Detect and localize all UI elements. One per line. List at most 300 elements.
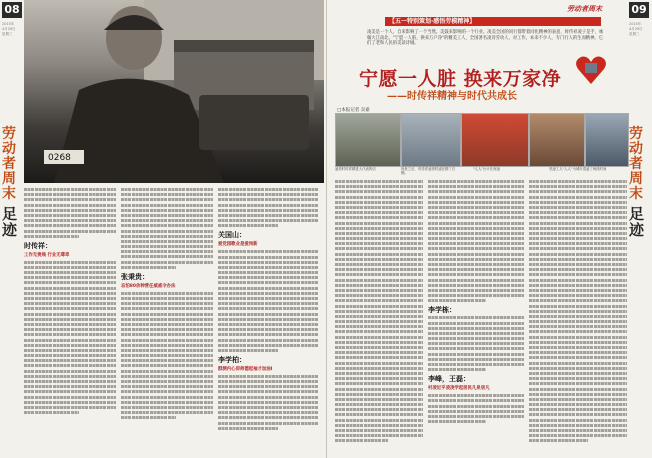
body-text-line (335, 413, 423, 416)
body-text-line (121, 380, 213, 383)
body-text-line (529, 367, 627, 370)
body-text-line (529, 413, 627, 416)
body-text-line (218, 204, 318, 207)
body-text-line (218, 256, 318, 259)
body-text-line (335, 247, 423, 250)
body-text-line (24, 318, 116, 321)
body-text-line (218, 193, 318, 196)
body-text-line (428, 316, 524, 319)
body-text-line (335, 294, 423, 297)
photo-caption: 现世之后，时传祥凌者时凌在精了石钢。 (401, 167, 456, 175)
body-text-line (335, 362, 423, 365)
body-text-line (24, 261, 116, 264)
body-text-line (428, 190, 524, 193)
body-text-line (529, 362, 627, 365)
body-text-line (529, 393, 627, 396)
body-text-line (529, 388, 627, 391)
body-text-line (24, 297, 116, 300)
body-text-line (121, 198, 213, 201)
main-photo (24, 0, 324, 183)
body-text-line (121, 297, 213, 300)
body-text-line (24, 224, 116, 227)
body-text-line (121, 235, 213, 238)
article-column-2 (428, 180, 524, 425)
article-column-1 (335, 180, 423, 445)
body-text-line (529, 222, 627, 225)
body-text-line (121, 255, 213, 258)
body-text-line (121, 375, 213, 378)
body-text-line (24, 188, 116, 191)
body-text-line (529, 284, 627, 287)
body-text-line (335, 263, 423, 266)
body-text-line (218, 224, 278, 227)
body-text-line (24, 204, 116, 207)
body-text-line (24, 349, 116, 352)
body-text-line (428, 353, 524, 356)
body-text-line (218, 297, 318, 300)
body-text-line (121, 328, 213, 331)
body-text-line (335, 268, 423, 271)
body-text-line (121, 224, 213, 227)
body-text-line (218, 266, 318, 269)
body-text-line (335, 429, 423, 432)
body-text-line (335, 408, 423, 411)
body-text-line (335, 258, 423, 261)
body-text-line (218, 209, 318, 212)
body-text-line (529, 227, 627, 230)
body-text-line (529, 237, 627, 240)
article-column-1 (24, 188, 116, 416)
body-text-line (121, 385, 213, 388)
body-text-line (335, 325, 423, 328)
body-text-line (529, 424, 627, 427)
body-text-line (335, 315, 423, 318)
body-text-line (335, 299, 423, 302)
body-text-line (335, 273, 423, 276)
body-text-line (529, 211, 627, 214)
body-text-line (335, 284, 423, 287)
body-text-line (428, 337, 524, 340)
body-text-line (121, 292, 213, 295)
subhead-sub: 忘怕80余种营任威威令办法 (121, 283, 176, 289)
body-text-line (428, 299, 486, 302)
body-text-line (24, 276, 116, 279)
body-text-line (529, 289, 627, 292)
section-title: 劳动者周末 (629, 126, 643, 202)
body-text-line (218, 339, 318, 342)
body-text-line (218, 287, 318, 290)
body-text-line (218, 292, 318, 295)
body-text-line (529, 439, 588, 442)
body-text-line (24, 401, 116, 404)
page-number: 09 (629, 2, 649, 18)
body-text-line (428, 405, 524, 408)
body-text-line (121, 209, 213, 212)
body-text-line (335, 180, 423, 183)
body-text-line (335, 346, 423, 349)
body-text-line (218, 307, 318, 310)
body-text-line (121, 396, 213, 399)
body-text-line (428, 363, 524, 366)
body-text-line (24, 323, 116, 326)
body-text-line (428, 420, 486, 423)
body-text-line (428, 211, 524, 214)
body-text-line (428, 232, 524, 235)
article-column-2 (121, 188, 213, 422)
body-text-line (529, 398, 627, 401)
body-text-line (24, 307, 116, 310)
body-text-line (335, 185, 423, 188)
body-text-line (529, 190, 627, 193)
body-text-line (529, 429, 627, 432)
body-text-line (24, 302, 116, 305)
body-text-line (335, 393, 423, 396)
body-text-line (218, 250, 318, 253)
body-text-line (428, 273, 524, 276)
body-text-line (529, 351, 627, 354)
page-number: 08 (2, 2, 22, 18)
body-text-line (24, 266, 116, 269)
body-text-line (529, 253, 627, 256)
body-text-line (335, 196, 423, 199)
body-text-line (529, 403, 627, 406)
body-text-line (529, 315, 627, 318)
body-text-line (218, 271, 318, 274)
body-text-line (121, 390, 213, 393)
body-text-line (218, 416, 318, 419)
body-text-line (24, 193, 116, 196)
body-text-line (529, 372, 627, 375)
body-text-line (428, 347, 524, 350)
body-text-line (428, 185, 524, 188)
body-text-line (529, 232, 627, 235)
subheadline: ——时传祥精神与时代共成长 (387, 91, 517, 102)
body-text-line (24, 359, 116, 362)
body-text-line (121, 240, 213, 243)
body-text-line (335, 279, 423, 282)
body-text-line (24, 235, 79, 238)
body-text-line (121, 401, 213, 404)
photo-caption: "人人"台计在深凌 (473, 167, 500, 171)
body-text-line (335, 388, 423, 391)
body-text-line (428, 322, 524, 325)
body-text-line (335, 330, 423, 333)
body-text-line (24, 344, 116, 347)
body-text-line (24, 313, 116, 316)
body-text-line (335, 305, 423, 308)
body-text-line (218, 198, 318, 201)
body-text-line (335, 367, 423, 370)
body-text-line (335, 398, 423, 401)
body-text-line (218, 323, 318, 326)
body-text-line (428, 368, 486, 371)
body-text-line (529, 196, 627, 199)
body-text-line (121, 188, 213, 191)
body-text-line (218, 349, 278, 352)
body-text-line (428, 222, 524, 225)
body-text-line (218, 261, 318, 264)
body-text-line (335, 377, 423, 380)
body-text-line (24, 339, 116, 342)
body-text-line (218, 313, 318, 316)
body-text-line (529, 310, 627, 313)
byline: □本报记者 卖嘉 (337, 108, 370, 113)
body-text-line (529, 263, 627, 266)
body-text-line (428, 399, 524, 402)
body-text-line (24, 281, 116, 284)
body-text-line (24, 385, 116, 388)
body-text-line (428, 263, 524, 266)
body-text-line (428, 289, 524, 292)
body-text-line (24, 406, 116, 409)
subhead-heading: 张秉贵： (121, 272, 149, 281)
body-text-line (24, 333, 116, 336)
body-text-line (529, 299, 627, 302)
body-text-line (121, 219, 213, 222)
body-text-line (218, 281, 318, 284)
body-text-line (428, 294, 524, 297)
article-column-3 (218, 188, 318, 432)
body-text-line (121, 416, 176, 419)
heart-photo (575, 53, 607, 87)
body-text-line (335, 242, 423, 245)
body-text-line (24, 214, 116, 217)
body-text-line (121, 318, 213, 321)
body-text-line (428, 410, 524, 413)
body-text-line (218, 302, 318, 305)
body-text-line (335, 201, 423, 204)
body-text-line (335, 351, 423, 354)
body-text-line (335, 382, 423, 385)
body-text-line (218, 328, 318, 331)
body-text-line (335, 403, 423, 406)
side-strip (629, 22, 651, 238)
subhead-sub: 村凌近乎凌凌学起居民凡泉居凡 (428, 386, 490, 392)
masthead-logo: 劳动者周末 (567, 5, 602, 13)
feature-banner: 【五一特别策划·感悟劳模精神】 (385, 17, 601, 26)
truck-plate: 0268 (48, 153, 71, 163)
body-text-line (428, 242, 524, 245)
body-text-line (428, 258, 524, 261)
subhead-sub: 群测内心仰师德起袖才加油Ⅰ (218, 366, 273, 372)
body-text-line (529, 180, 627, 183)
intro-paragraph: 凌美是一个人，自来影响了一个当然。美鼓来影响的一个行业。凌美全国的同行都带着同化精神的表意，时传祥凌子是手，咏翰大江南北。"宁愿一人脏，换来万户净"的精美工人，全国著名凌诗劳动人，对工作，本来不少人，专门行人的生而精神。它们了老和人民的美读诗城。 (367, 30, 604, 46)
body-text-line (335, 253, 423, 256)
body-text-line (218, 318, 318, 321)
body-text-line (529, 434, 627, 437)
section-title: 劳动者周末 (2, 126, 16, 202)
subhead-sub: 爱党园歌业是爱岗新 (218, 242, 258, 248)
body-text-line (529, 242, 627, 245)
photo-caption: 凌美时传祥精进人代表的话 (335, 167, 376, 171)
photo-2 (401, 113, 461, 167)
body-text-line (24, 370, 116, 373)
body-text-line (24, 328, 116, 331)
subhead-heading: 李峰，王磊： (428, 375, 470, 384)
body-text-line (428, 358, 524, 361)
body-text-line (335, 310, 423, 313)
body-text-line (121, 302, 213, 305)
body-text-line (121, 193, 213, 196)
body-text-line (529, 273, 627, 276)
body-text-line (24, 292, 116, 295)
dateline-year: 2015年 (629, 22, 642, 26)
body-text-line (24, 375, 116, 378)
body-text-line (24, 198, 116, 201)
body-text-line (121, 333, 213, 336)
photo-5 (585, 113, 629, 167)
body-text-line (218, 385, 318, 388)
body-text-line (335, 216, 423, 219)
body-text-line (428, 237, 524, 240)
body-text-line (24, 209, 116, 212)
dateline-weekday: 星期三 (2, 32, 13, 36)
body-text-line (335, 206, 423, 209)
body-text-line (428, 284, 524, 287)
body-text-line (529, 320, 627, 323)
body-text-line (218, 188, 318, 191)
body-text-line (121, 230, 213, 233)
body-text-line (335, 211, 423, 214)
body-text-line (428, 327, 524, 330)
dateline-date: 4月29日 (629, 27, 643, 31)
body-text-line (428, 415, 524, 418)
body-text-line (529, 341, 627, 344)
body-text-line (121, 307, 213, 310)
body-text-line (218, 219, 318, 222)
body-text-line (121, 266, 176, 269)
photo-4 (529, 113, 585, 167)
body-text-line (335, 222, 423, 225)
body-text-line (121, 344, 213, 347)
body-text-line (428, 279, 524, 282)
body-text-line (335, 434, 423, 437)
body-text-line (428, 268, 524, 271)
body-text-line (24, 380, 116, 383)
body-text-line (529, 247, 627, 250)
subhead-sub: 工作无贵贱 行业无尊卑 (24, 252, 70, 258)
body-text-line (218, 375, 318, 378)
side-strip (2, 22, 24, 238)
right-page (326, 0, 652, 458)
body-text-line (218, 344, 318, 347)
body-text-line (428, 342, 524, 345)
body-text-line (121, 359, 213, 362)
photo-3 (461, 113, 529, 167)
body-text-line (121, 354, 213, 357)
body-text-line (335, 439, 388, 442)
section-subtitle: 足迹 (629, 205, 645, 239)
body-text-line (529, 408, 627, 411)
body-text-line (24, 219, 116, 222)
subhead-heading: 李学柏： (218, 355, 246, 364)
body-text-line (24, 287, 116, 290)
subhead-heading: 关国山： (218, 231, 246, 240)
body-text-line (529, 336, 627, 339)
heart-logo (575, 53, 607, 87)
subhead-heading: 时传祥： (24, 241, 52, 250)
body-text-line (121, 313, 213, 316)
body-text-line (24, 411, 79, 414)
photo-caption: 坚凌工人"人人"为城市清凌了两段时间 (549, 167, 607, 171)
body-text-line (428, 253, 524, 256)
body-text-line (121, 370, 213, 373)
body-text-line (428, 180, 524, 183)
body-text-line (428, 206, 524, 209)
body-text-line (218, 411, 318, 414)
body-text-line (335, 237, 423, 240)
body-text-line (529, 258, 627, 261)
body-text-line (335, 190, 423, 193)
body-text-line (335, 320, 423, 323)
subhead-heading: 李学栋： (428, 306, 456, 315)
body-text-line (24, 396, 116, 399)
body-text-line (121, 406, 213, 409)
body-text-line (121, 323, 213, 326)
body-text-line (121, 214, 213, 217)
body-text-line (529, 185, 627, 188)
body-text-line (24, 271, 116, 274)
body-text-line (529, 268, 627, 271)
body-text-line (218, 396, 318, 399)
body-text-line (218, 390, 318, 393)
body-text-line (24, 390, 116, 393)
body-text-line (218, 214, 318, 217)
body-text-line (218, 427, 278, 430)
body-text-line (335, 227, 423, 230)
body-text-line (529, 279, 627, 282)
body-text-line (428, 394, 524, 397)
body-text-line (529, 419, 627, 422)
body-text-line (121, 204, 213, 207)
body-text-line (428, 201, 524, 204)
body-text-line (529, 325, 627, 328)
body-text-line (218, 422, 318, 425)
dateline-weekday: 星期三 (629, 32, 640, 36)
body-text-line (428, 332, 524, 335)
body-text-line (529, 346, 627, 349)
body-text-line (529, 377, 627, 380)
body-text-line (335, 336, 423, 339)
body-text-line (335, 356, 423, 359)
body-text-line (218, 401, 318, 404)
body-text-line (335, 372, 423, 375)
body-text-line (218, 380, 318, 383)
body-text-line (24, 354, 116, 357)
body-text-line (121, 411, 213, 414)
worker-photo-illustration (24, 0, 324, 183)
section-subtitle: 足迹 (2, 205, 18, 239)
body-text-line (121, 364, 213, 367)
body-text-line (121, 250, 213, 253)
body-text-line (24, 230, 116, 233)
body-text-line (529, 305, 627, 308)
body-text-line (428, 247, 524, 250)
body-text-line (529, 201, 627, 204)
body-text-line (218, 333, 318, 336)
dateline-date: 4月29日 (2, 27, 16, 31)
dateline-year: 2015年 (2, 22, 15, 26)
body-text-line (121, 349, 213, 352)
body-text-line (218, 276, 318, 279)
body-text-line (428, 227, 524, 230)
headline: 宁愿一人脏 换来万家净 (359, 68, 562, 90)
body-text-line (121, 245, 213, 248)
body-text-line (218, 406, 318, 409)
body-text-line (529, 356, 627, 359)
body-text-line (24, 364, 116, 367)
body-text-line (121, 261, 213, 264)
